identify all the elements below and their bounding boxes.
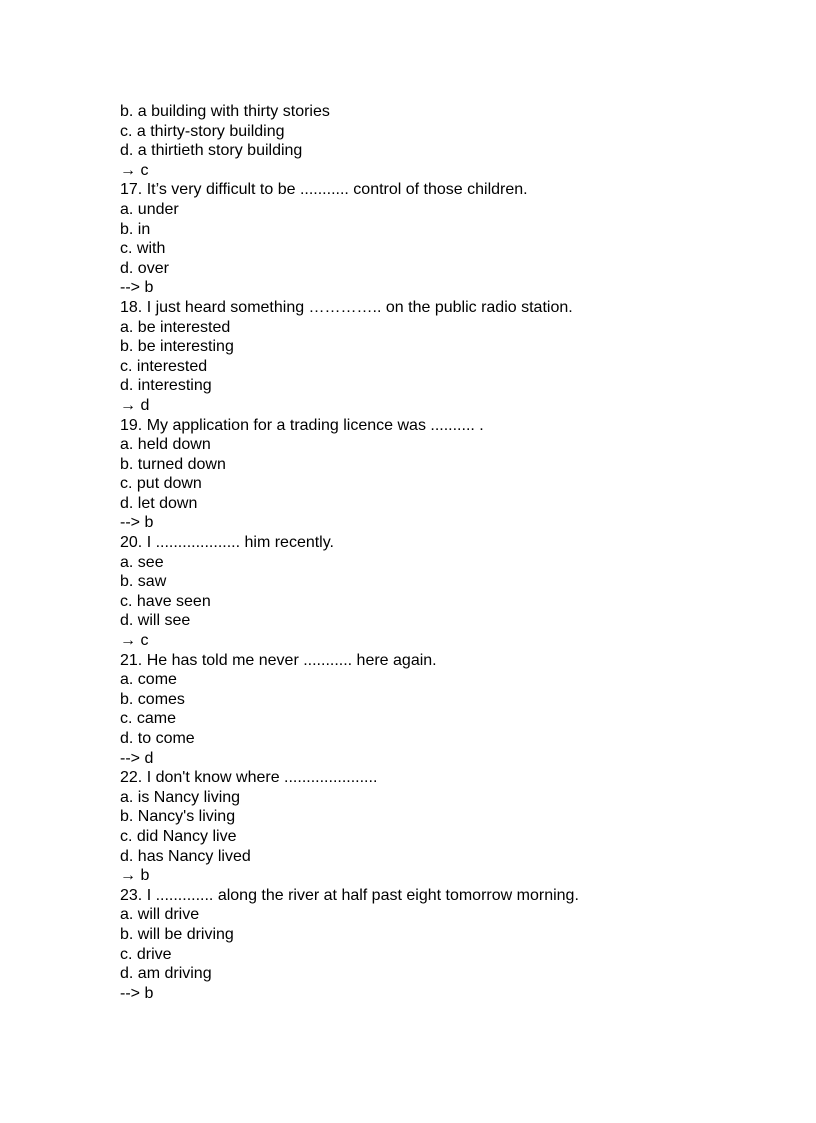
answer-line: → d <box>120 396 150 414</box>
option-line: a. is Nancy living <box>120 788 241 806</box>
question-17: 17. It’s very difficult to be ........... control of those children. <box>120 181 528 199</box>
option-line: b. saw <box>120 573 167 591</box>
answer-line: --> b <box>120 279 154 297</box>
option-line: c. did Nancy live <box>120 827 237 845</box>
option-line: d. over <box>120 259 169 277</box>
quiz-text <box>120 102 579 1003</box>
option-line: d. interesting <box>120 377 212 395</box>
option-line: c. put down <box>120 475 202 493</box>
question-20: 20. I ................... him recently. <box>120 534 334 552</box>
answer-line: --> d <box>120 749 154 767</box>
option-line: c. have seen <box>120 592 211 610</box>
option-line: c. a thirty-story building <box>120 122 285 140</box>
option-line: d. has Nancy lived <box>120 847 251 865</box>
option-line: a. held down <box>120 436 211 454</box>
answer-line: → b <box>120 867 150 885</box>
option-line: c. came <box>120 710 177 728</box>
answer-line: → c <box>120 161 149 179</box>
option-line: d. to come <box>120 730 195 747</box>
question-19: 19. My application for a trading licence was .......... . <box>120 416 484 434</box>
question-22: 22. I don't know where ..................... <box>120 769 378 787</box>
option-line: b. be interesting <box>120 338 234 356</box>
question-21: 21. He has told me never ........... here again. <box>120 651 437 669</box>
option-line: d. a thirtieth story building <box>120 142 303 160</box>
option-line: c. drive <box>120 945 172 963</box>
option-line: d. am driving <box>120 965 212 983</box>
option-line: a. come <box>120 671 177 689</box>
option-line: d. will see <box>120 612 191 630</box>
option-line: b. Nancy's living <box>120 808 236 826</box>
question-23: 23. I ............. along the river at half past eight tomorrow morning. <box>120 886 579 904</box>
option-line: b. comes <box>120 690 185 708</box>
option-line: a. will drive <box>120 906 200 924</box>
question-18: 18. I just heard something ………….. on the public radio station. <box>120 298 573 316</box>
option-line: b. turned down <box>120 455 226 473</box>
option-line: d. let down <box>120 494 198 512</box>
option-line: a. see <box>120 553 164 571</box>
option-line: a. under <box>120 200 179 218</box>
option-line: c. with <box>120 240 166 258</box>
answer-line: → c <box>120 632 149 650</box>
answer-line: --> b <box>120 984 154 1002</box>
option-line: b. in <box>120 220 151 238</box>
option-line: b. a building with thirty stories <box>120 103 330 120</box>
option-line: c. interested <box>120 357 208 375</box>
option-line: a. be interested <box>120 318 231 336</box>
option-line: b. will be driving <box>120 925 234 943</box>
answer-line: --> b <box>120 514 154 532</box>
